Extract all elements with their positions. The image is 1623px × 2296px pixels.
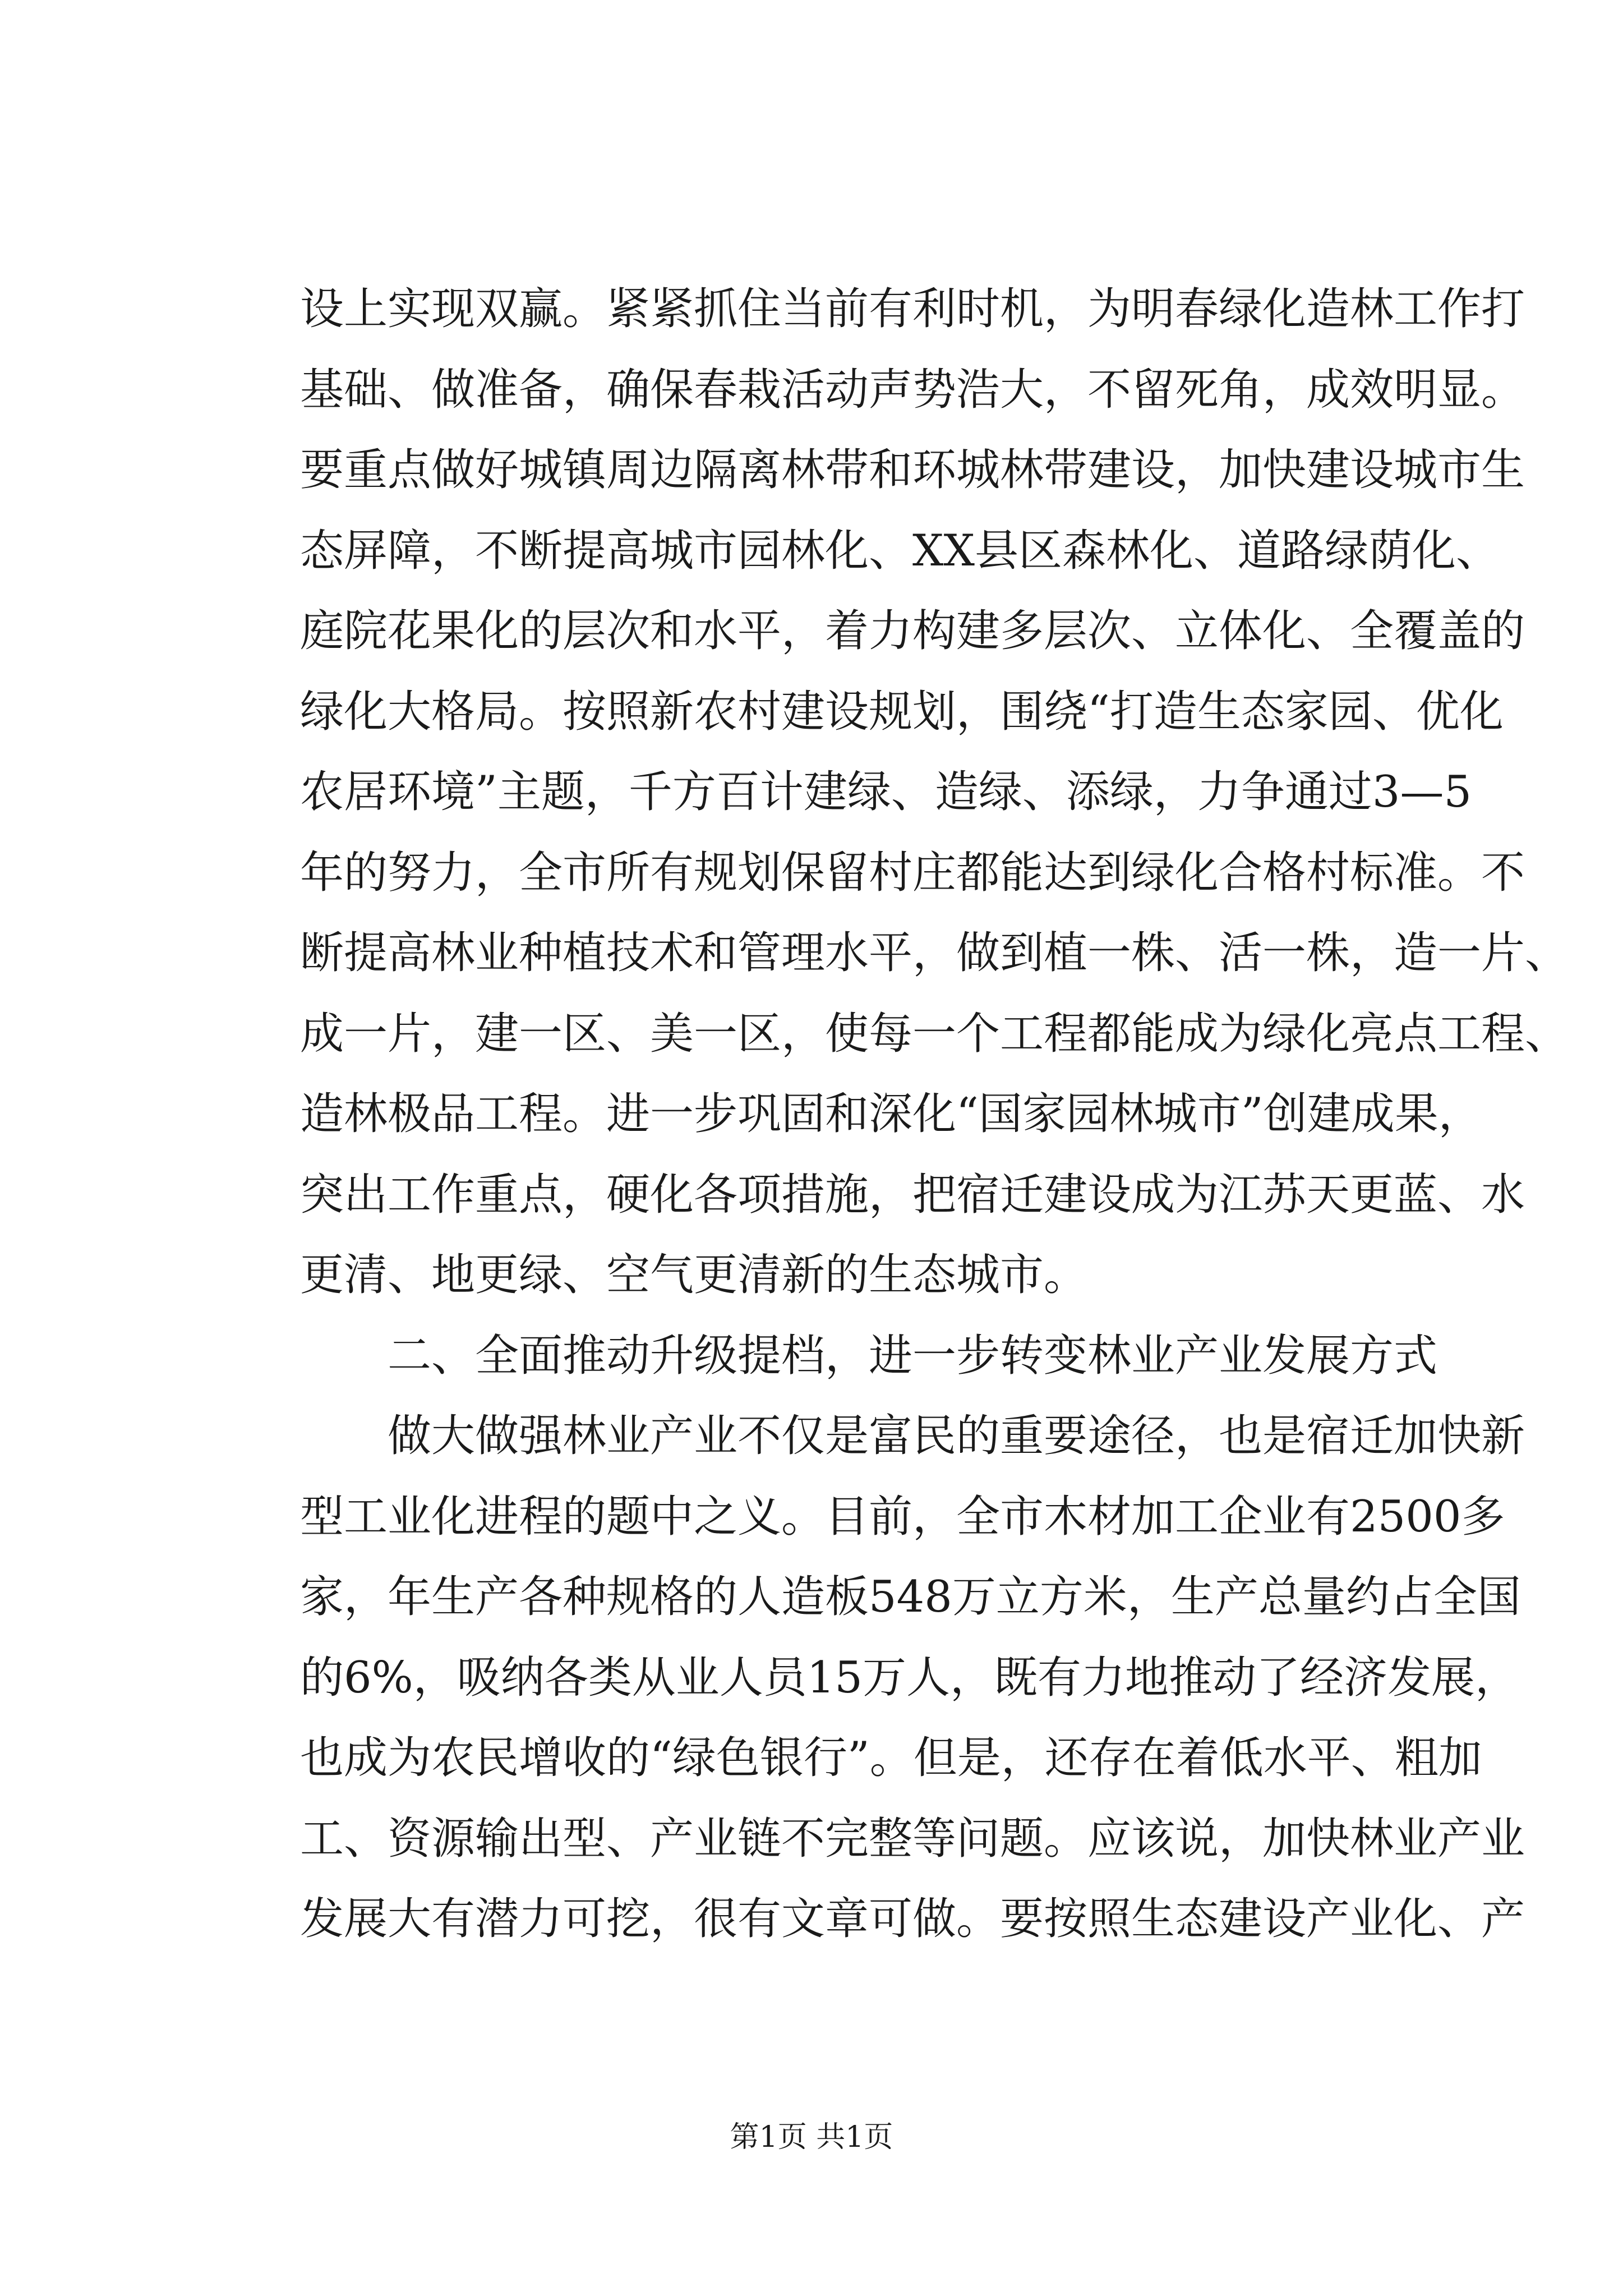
text-line: 发展大有潜力可挖，很有文章可做。要按照生态建设产业化、产 [300,1894,1525,1944]
text-line: 家，年生产各种规格的人造板548万立方米，生产总量约占全国 [300,1572,1521,1622]
page-footer [0,2118,1623,2157]
text-line: 庭院花果化的层次和水平，着力构建多层次、立体化、全覆盖的 [300,606,1525,656]
text-line: 设上实现双赢。紧紧抓住当前有利时机，为明春绿化造林工作打 [300,284,1525,334]
document-body [300,269,1569,1960]
text-line: 造林极品工程。进一步巩固和深化“国家园林城市”创建成果， [300,1089,1482,1139]
text-line: 态屏障，不断提高城市园林化、XX县区森林化、道路绿荫化、 [300,525,1500,576]
section-heading: 二、全面推动升级提档，进一步转变林业产业发展方式 [388,1330,1438,1381]
text-line: 基础、做准备，确保春栽活动声势浩大，不留死角，成效明显。 [300,364,1525,415]
text-line: 也成为农民增收的“绿色银行”。但是，还存在着低水平、粗加 [300,1733,1482,1783]
text-line: 成一片，建一区、美一区，使每一个工程都能成为绿化亮点工程、 [300,1008,1569,1059]
page-number-label: 第1页 共1页 [730,2120,893,2154]
text-line: 更清、地更绿、空气更清新的生态城市。 [300,1250,1088,1300]
text-line: 绿化大格局。按照新农村建设规划，围绕“打造生态家园、优化 [300,686,1504,737]
text-line: 要重点做好城镇周边隔离林带和环城林带建设，加快建设城市生 [300,445,1525,495]
text-line: 农居环境”主题，千方百计建绿、造绿、添绿，力争通过3—5 [300,767,1472,817]
text-line: 工、资源输出型、产业链不完整等问题。应该说，加快林业产业 [300,1813,1525,1864]
text-line: 年的努力，全市所有规划保留村庄都能达到绿化合格村标准。不 [300,847,1525,898]
text-line: 型工业化进程的题中之义。目前，全市木材加工企业有2500多 [300,1491,1505,1542]
text-line: 的6%，吸纳各类从业人员15万人，既有力地推动了经济发展， [300,1652,1519,1703]
text-line: 断提高林业种植技术和管理水平，做到植一株、活一株，造一片、 [300,928,1569,978]
text-line: 做大做强林业产业不仅是富民的重要途径，也是宿迁加快新 [388,1411,1525,1461]
text-line: 突出工作重点，硬化各项措施，把宿迁建设成为江苏天更蓝、水 [300,1169,1525,1220]
